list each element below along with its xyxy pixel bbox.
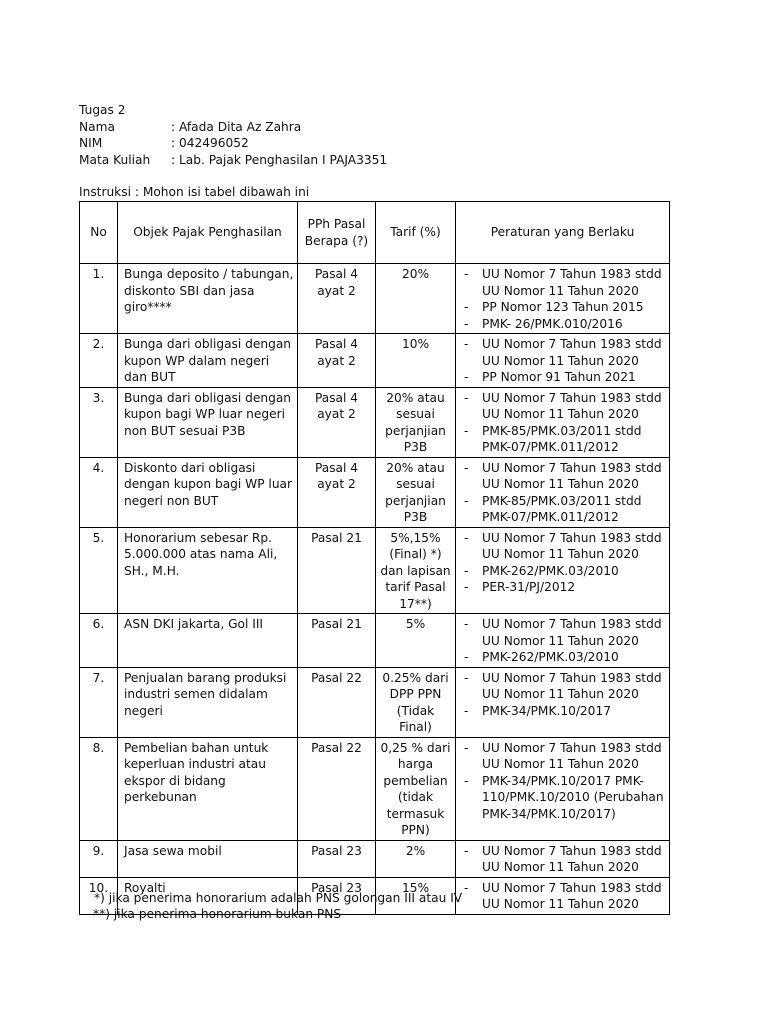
table-row	[80, 527, 670, 614]
footnote-1: *) jika penerima honorarium adalah PNS golongan III atau IV	[94, 891, 463, 905]
cell-tarif: 5%	[376, 614, 456, 668]
regulation-text: PMK- 26/PMK.010/2016	[482, 316, 623, 331]
regulation-item	[459, 670, 666, 703]
cell-tarif: 2%	[376, 840, 456, 877]
cell-tarif: 0,25 % dari harga pembelian (tidak termasuk PPN)	[376, 737, 456, 840]
regulation-item	[459, 493, 666, 526]
regulation-text: PMK-262/PMK.03/2010	[482, 650, 619, 664]
cell-peraturan	[456, 527, 670, 614]
regulation-text: PP Nomor 123 Tahun 2015	[482, 300, 644, 314]
cell-peraturan	[456, 840, 670, 877]
cell-objek: Bunga dari obligasi dengan kupon WP dalam negeri dan BUT	[118, 334, 298, 388]
table-header-row	[80, 202, 670, 264]
field-mata-kuliah	[79, 152, 387, 169]
header-peraturan: Peraturan yang Berlaku	[456, 202, 670, 264]
cell-no: 8.	[80, 737, 118, 840]
cell-objek: ASN DKI jakarta, Gol III	[118, 614, 298, 668]
cell-tarif: 5%,15% (Final) *) dan lapisan tarif Pasal 17**)	[376, 527, 456, 614]
regulation-text: PMK-34/PMK.10/2017 PMK-110/PMK.10/2010 (Perubahan PMK-34/PMK.10/2017)	[482, 773, 664, 821]
regulation-text: PER-31/PJ/2012	[482, 580, 576, 594]
bullet-dash: -	[464, 617, 469, 631]
bullet-dash: -	[464, 773, 469, 788]
field-label: Nama	[79, 119, 115, 134]
regulation-text: PMK-85/PMK.03/2011 stdd PMK-07/PMK.011/2012	[482, 423, 642, 454]
cell-peraturan	[456, 614, 670, 668]
field-value: : 042496052	[171, 136, 249, 150]
footnote-2: **) jika penerima honorarium bukan PNS	[93, 907, 342, 921]
bullet-dash: -	[464, 423, 469, 438]
bullet-dash: -	[464, 390, 469, 405]
cell-peraturan	[456, 667, 670, 737]
cell-no: 7.	[80, 667, 118, 737]
bullet-dash: -	[464, 267, 469, 281]
regulation-item	[459, 773, 666, 823]
regulation-item	[459, 703, 666, 720]
table-row	[80, 264, 670, 334]
bullet-dash: -	[464, 843, 469, 858]
regulation-text: UU Nomor 7 Tahun 1983 stdd UU Nomor 11 Tahun 2020	[482, 740, 662, 771]
bullet-dash: -	[464, 703, 469, 718]
cell-pph: Pasal 4 ayat 2	[298, 334, 376, 388]
cell-tarif: 20%	[376, 264, 456, 334]
bullet-dash: -	[464, 370, 469, 384]
regulation-item	[459, 649, 666, 666]
regulation-text: UU Nomor 7 Tahun 1983 stdd UU Nomor 11 Tahun 2020	[482, 530, 662, 561]
bullet-dash: -	[464, 493, 469, 508]
cell-pph: Pasal 22	[298, 667, 376, 737]
instruction-text: Instruksi : Mohon isi tabel dibawah ini	[79, 185, 310, 199]
cell-tarif: 20% atau sesuai perjanjian P3B	[376, 387, 456, 457]
bullet-dash: -	[464, 460, 469, 475]
regulation-text: UU Nomor 7 Tahun 1983 stdd UU Nomor 11 Tahun 2020	[482, 880, 662, 911]
regulation-text: UU Nomor 7 Tahun 1983 stdd UU Nomor 11 Tahun 2020	[482, 337, 662, 368]
table-row	[80, 334, 670, 388]
table-body	[80, 264, 670, 915]
bullet-dash: -	[464, 563, 469, 578]
regulation-text: UU Nomor 7 Tahun 1983 stdd UU Nomor 11 Tahun 2020	[482, 843, 662, 874]
bullet-dash: -	[464, 316, 469, 331]
cell-objek: Royalti	[118, 877, 298, 914]
regulation-item	[459, 740, 666, 773]
table-row	[80, 457, 670, 527]
header-objek: Objek Pajak Penghasilan	[118, 202, 298, 264]
bullet-dash: -	[464, 670, 469, 685]
field-label: Mata Kuliah	[79, 152, 151, 167]
field-value: : Afada Dita Az Zahra	[171, 119, 302, 134]
cell-pph: Pasal 4 ayat 2	[298, 387, 376, 457]
table-row	[80, 614, 670, 668]
cell-pph: Pasal 4 ayat 2	[298, 264, 376, 334]
table-row	[80, 840, 670, 877]
cell-objek: Jasa sewa mobil	[118, 840, 298, 877]
doc-title: Tugas 2	[79, 103, 126, 117]
regulation-text: UU Nomor 7 Tahun 1983 stdd UU Nomor 11 Tahun 2020	[482, 617, 662, 648]
document-header	[79, 102, 387, 168]
regulation-text: PMK-34/PMK.10/2017	[482, 703, 611, 718]
bullet-dash: -	[464, 300, 469, 314]
field-nim	[79, 135, 387, 152]
cell-objek: Diskonto dari obligasi dengan kupon bagi WP luar negeri non BUT	[118, 457, 298, 527]
cell-peraturan	[456, 334, 670, 388]
cell-pph: Pasal 21	[298, 527, 376, 614]
regulation-item	[459, 316, 666, 333]
field-nama	[79, 119, 387, 136]
header-tarif: Tarif (%)	[376, 202, 456, 264]
cell-no: 9.	[80, 840, 118, 877]
cell-no: 10.	[80, 877, 118, 914]
table-row	[80, 387, 670, 457]
bullet-dash: -	[464, 337, 469, 351]
regulation-item	[459, 423, 666, 456]
bullet-dash: -	[464, 580, 469, 594]
cell-objek: Bunga dari obligasi dengan kupon bagi WP luar negeri non BUT sesuai P3B	[118, 387, 298, 457]
cell-pph: Pasal 23	[298, 877, 376, 914]
cell-objek: Pembelian bahan untuk keperluan industri atau ekspor di bidang perkebunan	[118, 737, 298, 840]
cell-tarif: 10%	[376, 334, 456, 388]
regulation-text: UU Nomor 7 Tahun 1983 stdd UU Nomor 11 Tahun 2020	[482, 670, 662, 701]
cell-peraturan	[456, 264, 670, 334]
cell-objek: Honorarium sebesar Rp. 5.000.000 atas nama Ali, SH., M.H.	[118, 527, 298, 614]
bullet-dash: -	[464, 650, 469, 664]
table-row	[80, 667, 670, 737]
regulation-item	[459, 530, 666, 563]
cell-no: 1.	[80, 264, 118, 334]
regulation-item	[459, 390, 666, 423]
cell-peraturan	[456, 737, 670, 840]
regulation-item	[459, 880, 666, 913]
regulation-item	[459, 336, 666, 369]
regulation-item	[459, 460, 666, 493]
cell-objek: Penjualan barang produksi industri semen didalam negeri	[118, 667, 298, 737]
cell-pph: Pasal 22	[298, 737, 376, 840]
table-row	[80, 737, 670, 840]
cell-peraturan	[456, 457, 670, 527]
cell-no: 3.	[80, 387, 118, 457]
header-pph: PPh Pasal Berapa (?)	[298, 202, 376, 264]
regulation-text: UU Nomor 7 Tahun 1983 stdd UU Nomor 11 Tahun 2020	[482, 267, 662, 298]
cell-tarif: 15%	[376, 877, 456, 914]
field-label: NIM	[79, 136, 103, 150]
field-value: : Lab. Pajak Penghasilan I PAJA3351	[171, 152, 388, 167]
regulation-text: UU Nomor 7 Tahun 1983 stdd UU Nomor 11 Tahun 2020	[482, 460, 662, 491]
cell-tarif: 20% atau sesuai perjanjian P3B	[376, 457, 456, 527]
cell-pph: Pasal 23	[298, 840, 376, 877]
regulation-item	[459, 299, 666, 316]
cell-no: 2.	[80, 334, 118, 388]
regulation-item	[459, 266, 666, 299]
cell-peraturan	[456, 877, 670, 914]
tax-table	[79, 201, 670, 915]
cell-no: 6.	[80, 614, 118, 668]
regulation-item	[459, 616, 666, 649]
regulation-text: PMK-262/PMK.03/2010	[482, 563, 619, 578]
regulation-text: UU Nomor 7 Tahun 1983 stdd UU Nomor 11 Tahun 2020	[482, 390, 662, 421]
cell-tarif: 0.25% dari DPP PPN (Tidak Final)	[376, 667, 456, 737]
regulation-item	[459, 843, 666, 876]
cell-no: 5.	[80, 527, 118, 614]
regulation-text: PMK-85/PMK.03/2011 stdd PMK-07/PMK.011/2012	[482, 493, 642, 524]
cell-objek: Bunga deposito / tabungan, diskonto SBI dan jasa giro****	[118, 264, 298, 334]
bullet-dash: -	[464, 530, 469, 545]
bullet-dash: -	[464, 880, 469, 895]
cell-no: 4.	[80, 457, 118, 527]
cell-pph: Pasal 21	[298, 614, 376, 668]
regulation-item	[459, 579, 666, 596]
cell-pph: Pasal 4 ayat 2	[298, 457, 376, 527]
regulation-item	[459, 563, 666, 580]
cell-peraturan	[456, 387, 670, 457]
regulation-text: PP Nomor 91 Tahun 2021	[482, 370, 636, 384]
bullet-dash: -	[464, 740, 469, 755]
header-no: No	[80, 202, 118, 264]
regulation-item	[459, 369, 666, 386]
